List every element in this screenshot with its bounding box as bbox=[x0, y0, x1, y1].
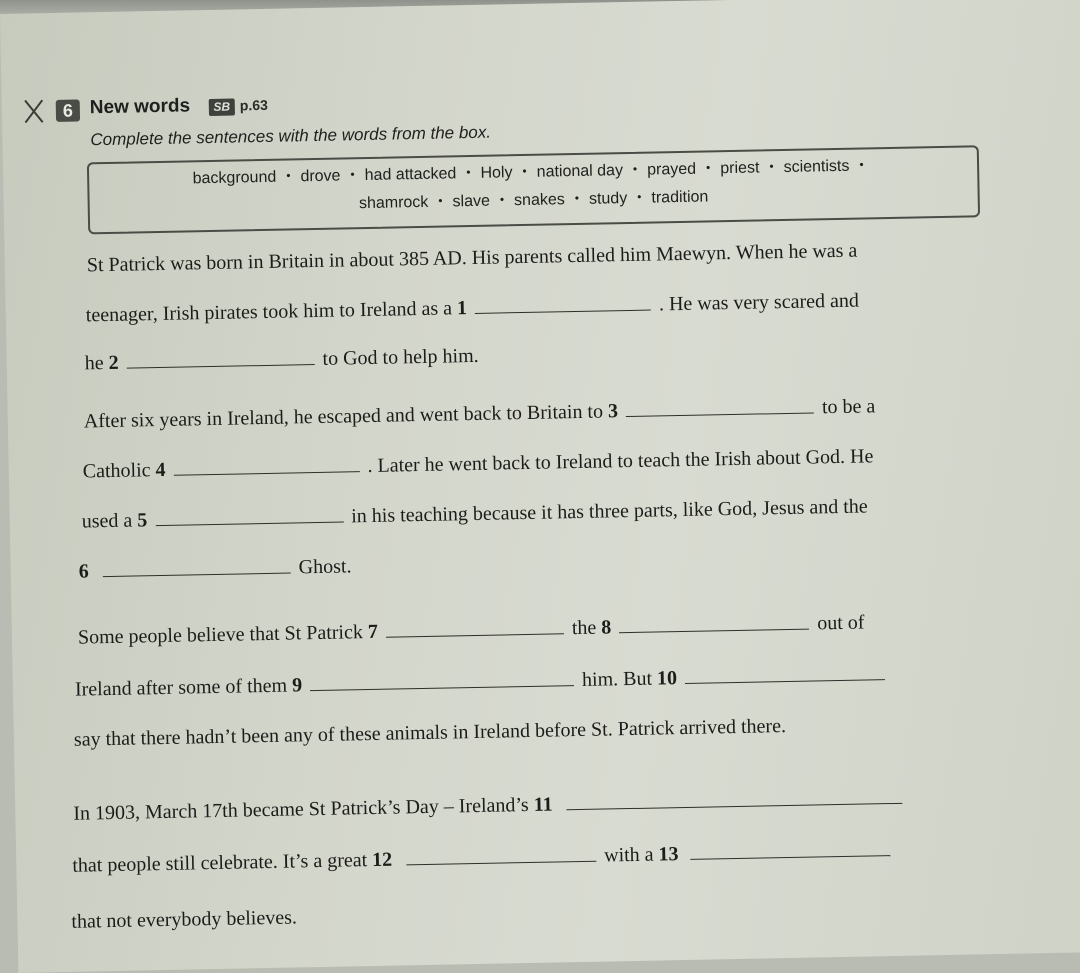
sentence-text: with a bbox=[603, 843, 654, 867]
bullet-separator: • bbox=[350, 167, 355, 182]
sentence-text: to God to help him. bbox=[322, 344, 479, 370]
text-line-3 bbox=[85, 345, 479, 376]
gap-number: 11 bbox=[533, 793, 553, 816]
word-item: scientists bbox=[783, 157, 850, 176]
answer-blank-7[interactable] bbox=[386, 632, 564, 637]
text-line-7 bbox=[79, 555, 352, 583]
sentence-text: that not everybody believes. bbox=[71, 906, 298, 933]
answer-blank-3[interactable] bbox=[626, 411, 814, 417]
word-item: had attacked bbox=[364, 165, 457, 185]
word-item: prayed bbox=[647, 160, 697, 179]
gap-number: 10 bbox=[656, 667, 678, 690]
sentence-text: him. But bbox=[581, 667, 653, 691]
page-reference: p.63 bbox=[239, 96, 268, 114]
gap-number: 13 bbox=[658, 843, 679, 866]
word-item: background bbox=[192, 168, 277, 188]
sentence-text: say that there hadn’t been any of these animals in Ireland before St. Patrick arrived there. bbox=[73, 715, 787, 751]
word-item: tradition bbox=[651, 188, 709, 207]
answer-blank-4[interactable] bbox=[174, 470, 360, 476]
bullet-separator: • bbox=[705, 160, 711, 175]
bullet-separator: • bbox=[574, 190, 580, 205]
text-line-5 bbox=[83, 445, 874, 483]
text-line-4 bbox=[84, 395, 876, 433]
answer-blank-8[interactable] bbox=[619, 628, 809, 634]
answer-blank-10[interactable] bbox=[685, 678, 885, 684]
answer-blank-2[interactable] bbox=[127, 363, 315, 369]
bullet-separator: • bbox=[859, 157, 864, 172]
sentence-text: After six years in Ireland, he escaped and went back to Britain to bbox=[83, 400, 604, 433]
exercise-instruction: Complete the sentences with the words from the box. bbox=[90, 122, 492, 150]
gap-number: 2 bbox=[108, 351, 119, 374]
cross-mark-icon bbox=[22, 99, 46, 123]
text-line-9 bbox=[75, 663, 893, 702]
word-item: slave bbox=[452, 192, 491, 211]
bullet-separator: • bbox=[632, 161, 638, 176]
text-line-13 bbox=[71, 906, 297, 933]
text-line-12 bbox=[72, 839, 899, 878]
word-box bbox=[87, 145, 980, 234]
sentence-text: out of bbox=[817, 611, 865, 635]
word-item: drove bbox=[300, 167, 341, 186]
gap-number: 1 bbox=[456, 297, 468, 320]
bullet-separator: • bbox=[286, 168, 291, 183]
sentence-text: to be a bbox=[821, 395, 876, 419]
sentence-text: Ireland after some of them bbox=[74, 674, 288, 701]
bullet-separator: • bbox=[438, 193, 443, 208]
word-item: study bbox=[588, 189, 628, 208]
answer-blank-5[interactable] bbox=[155, 521, 343, 527]
gap-number: 4 bbox=[155, 458, 166, 482]
gap-number: 3 bbox=[607, 400, 619, 423]
text-line-11 bbox=[73, 787, 911, 826]
gap-number: 12 bbox=[371, 848, 393, 872]
word-box-line-2 bbox=[90, 183, 978, 218]
sentence-text: Catholic bbox=[82, 459, 151, 483]
exercise-number-badge: 6 bbox=[56, 99, 80, 121]
answer-blank-13[interactable] bbox=[691, 854, 891, 860]
word-item: snakes bbox=[513, 191, 565, 210]
word-item: shamrock bbox=[358, 193, 429, 213]
answer-blank-1[interactable] bbox=[475, 309, 651, 314]
sentence-text: the bbox=[571, 616, 597, 640]
bullet-separator: • bbox=[466, 164, 471, 180]
sentence-text: in his teaching because it has three parts, like God, Jesus and the bbox=[351, 495, 868, 528]
answer-blank-9[interactable] bbox=[310, 684, 574, 691]
word-item: Holy bbox=[480, 164, 513, 182]
answer-blank-6[interactable] bbox=[103, 572, 291, 578]
sentence-text: used a bbox=[81, 509, 133, 533]
student-book-badge: SB bbox=[209, 99, 235, 116]
sentence-text: St Patrick was born in Britain in about 385 AD. His parents called him Maewyn. When he was a bbox=[86, 239, 858, 277]
answer-blank-11[interactable] bbox=[567, 802, 903, 810]
gap-number: 6 bbox=[78, 560, 89, 583]
bullet-separator: • bbox=[499, 192, 505, 207]
sentence-text: . He was very scared and bbox=[658, 289, 860, 316]
sentence-text: . Later he went back to Ireland to teach the Irish about God. He bbox=[367, 445, 874, 478]
gap-number: 5 bbox=[137, 509, 148, 532]
sentence-text: Some people believe that St Patrick bbox=[77, 621, 364, 649]
gap-number: 9 bbox=[291, 674, 303, 697]
bullet-separator: • bbox=[769, 159, 774, 174]
text-line-8 bbox=[78, 612, 865, 650]
gap-number: 8 bbox=[601, 616, 612, 639]
gap-number: 7 bbox=[367, 620, 379, 644]
text-line-10 bbox=[74, 715, 786, 752]
sentence-text: In 1903, March 17th became St Patrick’s Day – Ireland’s bbox=[73, 793, 529, 825]
text-line-2 bbox=[86, 290, 860, 328]
text-line-1 bbox=[87, 240, 858, 278]
exercise-title: New words bbox=[89, 95, 191, 119]
word-item: national day bbox=[536, 162, 624, 181]
sentence-text: teenager, Irish pirates took him to Ireland as a bbox=[85, 297, 453, 327]
word-item: priest bbox=[720, 159, 760, 178]
sentence-text: that people still celebrate. It’s a great bbox=[72, 849, 368, 877]
answer-blank-12[interactable] bbox=[406, 860, 596, 866]
sentence-text: Ghost. bbox=[298, 555, 352, 579]
bullet-separator: • bbox=[637, 189, 642, 204]
text-line-6 bbox=[82, 495, 868, 533]
sentence-text: he bbox=[84, 352, 104, 375]
bullet-separator: • bbox=[522, 163, 527, 178]
